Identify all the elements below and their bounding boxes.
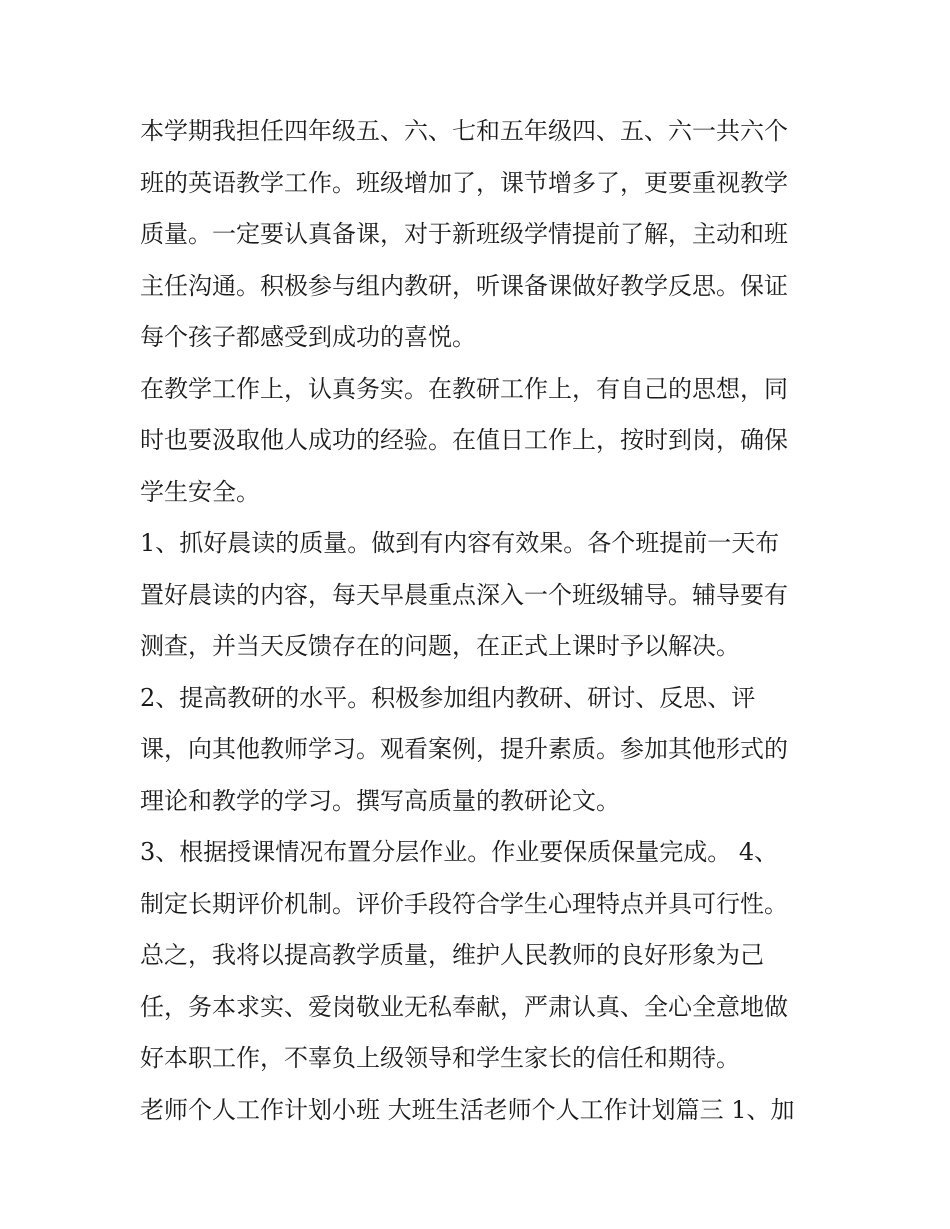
text-line: 每个孩子都感受到成功的喜悦。 [140, 323, 476, 351]
text-line: 在教学工作上，认真务实。在教研工作上，有自己的思想，同 [140, 374, 788, 403]
text-line: 本学期我担任四年级五、六、七和五年级四、五、六一共六个 [140, 117, 788, 145]
document-body [140, 106, 820, 1136]
text-line: 主任沟通。积极参与组内教研，听课备课做好教学反思。保证 [140, 271, 788, 300]
text-line: 总之，我将以提高教学质量，维护人民教师的良好形象为己 [140, 941, 764, 969]
text-line: 置好晨读的内容，每天早晨重点深入一个班级辅导。辅导要有 [140, 580, 788, 609]
text-line: 学生安全。 [140, 477, 260, 506]
text-line: 制定长期评价机制。评价手段符合学生心理特点并具可行性。 [140, 889, 788, 918]
text-line: 2、提高教研的水平。积极参加组内教研、研讨、反思、评 [140, 683, 756, 712]
text-line: 时也要汲取他人成功的经验。在值日工作上，按时到岗，确保 [140, 426, 788, 454]
text-line: 好本职工作，不辜负上级领导和学生家长的信任和期待。 [140, 1044, 740, 1072]
text-line: 老师个人工作计划小班 大班生活老师个人工作计划篇三 1、加 [140, 1095, 795, 1124]
text-line: 理论和教学的学习。撰写高质量的教研论文。 [140, 786, 620, 815]
text-line: 测查，并当天反馈存在的问题，在正式上课时予以解决。 [140, 632, 740, 660]
text-line: 任，务本求实、爱岗敬业无私奉献，严肃认真、全心全意地做 [140, 992, 788, 1021]
text-line: 质量。一定要认真备课，对于新班级学情提前了解，主动和班 [140, 220, 788, 248]
text-line: 3、根据授课情况布置分层作业。作业要保质保量完成。 4、 [140, 838, 779, 866]
text-line: 1、抓好晨读的质量。做到有内容有效果。各个班提前一天布 [140, 529, 780, 557]
text-line: 课，向其他教师学习。观看案例，提升素质。参加其他形式的 [140, 735, 788, 763]
text-line: 班的英语教学工作。班级增加了，课节增多了，更要重视教学 [140, 168, 788, 197]
